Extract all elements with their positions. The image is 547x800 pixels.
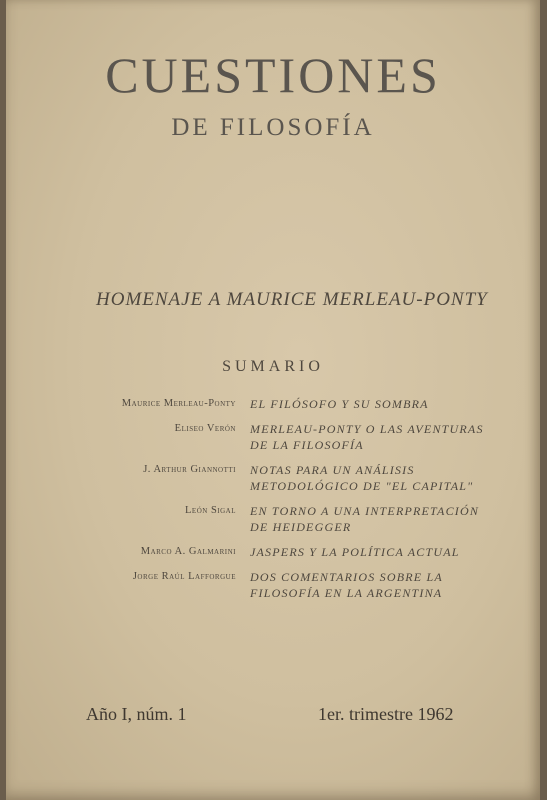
- magazine-title: CUESTIONES: [105, 47, 441, 103]
- toc-article-title: EN TORNO A UNA INTERPRETACIÓN DE HEIDEGGER: [250, 504, 480, 534]
- toc-entry: [76, 396, 496, 412]
- issue-number: Año I, núm. 1: [86, 704, 187, 724]
- toc-entry: [76, 462, 496, 494]
- toc-author: León Sigal: [185, 505, 236, 516]
- toc-author: Jorge Raúl Lafforgue: [132, 571, 236, 582]
- issue-period: 1er. trimestre 1962: [318, 704, 454, 724]
- contents-heading: SUMARIO: [222, 358, 324, 375]
- tribute-heading: HOMENAJE A MAURICE MERLEAU-PONTY: [96, 289, 488, 310]
- toc-article-title: DOS COMENTARIOS SOBRE LA FILOSOFÍA EN LA ARGENTINA: [250, 570, 443, 600]
- table-of-contents: [76, 396, 496, 610]
- toc-article-title: EL FILÓSOFO Y SU SOMBRA: [250, 397, 429, 411]
- toc-entry: [76, 503, 496, 535]
- magazine-subtitle: DE FILOSOFÍA: [171, 114, 375, 141]
- magazine-cover: [6, 0, 540, 800]
- toc-author: Maurice Merleau-Ponty: [121, 398, 236, 409]
- toc-author: J. Arthur Giannotti: [143, 464, 236, 475]
- toc-author: Eliseo Verón: [174, 423, 236, 434]
- toc-article-title: MERLEAU-PONTY O LAS AVENTURAS DE LA FILOSOFÍA: [250, 422, 484, 452]
- toc-entry: [76, 544, 496, 560]
- toc-author: Marco A. Galmarini: [140, 546, 236, 557]
- toc-article-title: JASPERS Y LA POLÍTICA ACTUAL: [250, 545, 460, 559]
- toc-entry: [76, 569, 496, 601]
- toc-article-title: NOTAS PARA UN ANÁLISIS METODOLÓGICO DE "EL CAPITAL": [250, 463, 474, 493]
- toc-entry: [76, 421, 496, 453]
